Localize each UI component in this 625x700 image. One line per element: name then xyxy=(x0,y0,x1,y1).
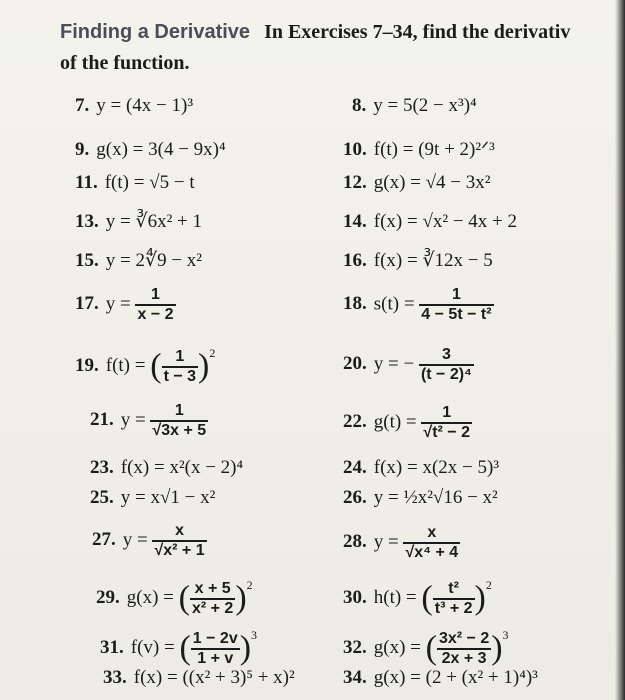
exercise-11 xyxy=(75,172,195,194)
exercise-lhs: f(t) = xyxy=(105,355,146,376)
exercise-lhs: y = xyxy=(373,531,399,553)
exercise-expression: f(x) = ((x² + 3)⁵ + x)² xyxy=(133,667,295,688)
exercise-number: 10. xyxy=(343,139,367,160)
exercise-18 xyxy=(343,286,494,324)
exercise-number: 12. xyxy=(343,172,367,193)
denominator: x − 2 xyxy=(137,306,174,323)
fraction xyxy=(419,286,493,324)
exercise-instruction-continued: of the function. xyxy=(60,52,190,74)
exercise-number: 11. xyxy=(75,172,98,193)
exercise-expression: f(x) = x(2x − 5)³ xyxy=(373,457,500,478)
section-title: Finding a Derivative xyxy=(60,21,251,43)
numerator: x + 5 xyxy=(190,580,235,600)
right-paren: ) xyxy=(235,579,247,617)
exercise-expression: y = 2∜9 − x² xyxy=(105,250,202,271)
fraction xyxy=(437,630,491,668)
exercise-number: 24. xyxy=(343,457,367,478)
exercise-number: 29. xyxy=(96,587,120,608)
exercise-lhs: y = xyxy=(120,409,146,431)
exercise-expression: g(x) = √4 − 3x² xyxy=(373,172,491,193)
exercise-lhs: h(t) = xyxy=(373,587,417,608)
exponent: 2 xyxy=(485,578,492,592)
exercise-number: 18. xyxy=(343,293,367,315)
denominator: 1 + v xyxy=(197,649,234,667)
fraction xyxy=(421,404,472,442)
denominator: t³ + 2 xyxy=(434,599,473,617)
denominator: (t − 2)⁴ xyxy=(420,366,472,383)
fraction xyxy=(162,348,198,386)
denominator: 2x + 3 xyxy=(441,649,487,667)
denominator: √3x + 5 xyxy=(152,422,207,439)
fraction xyxy=(190,580,235,618)
exercise-lhs: y = xyxy=(105,293,131,315)
numerator: 1 xyxy=(150,402,208,422)
numerator: x xyxy=(152,522,206,542)
right-paren: ) xyxy=(474,579,486,617)
fraction xyxy=(403,524,460,562)
right-paren: ) xyxy=(239,629,252,667)
left-paren: ( xyxy=(421,579,433,617)
exponent: 2 xyxy=(246,578,253,592)
numerator: 1 xyxy=(419,286,493,306)
exercise-expression: g(x) = (2 + (x² + 1)⁴)³ xyxy=(373,667,538,688)
exercise-7 xyxy=(75,95,193,117)
exercise-17 xyxy=(75,286,176,324)
exercise-number: 32. xyxy=(343,637,367,658)
exercise-25 xyxy=(90,487,215,509)
denominator: t − 3 xyxy=(163,367,197,385)
numerator: 3 xyxy=(419,346,474,366)
exercise-10 xyxy=(343,139,495,161)
exercise-lhs: f(v) = xyxy=(130,637,175,658)
exercise-number: 14. xyxy=(343,211,367,232)
numerator: 1 xyxy=(421,404,472,424)
numerator: 1 − 2v xyxy=(191,630,240,650)
exponent: 3 xyxy=(502,628,509,642)
denominator: √x² + 1 xyxy=(154,542,205,559)
exercise-31 xyxy=(100,624,257,668)
numerator: x xyxy=(403,524,460,544)
exercise-number: 26. xyxy=(343,487,367,508)
exercise-lhs: g(t) = xyxy=(373,411,417,433)
exercise-13 xyxy=(75,211,202,233)
exercise-34 xyxy=(343,667,538,689)
exercise-expression: y = ½x²√16 − x² xyxy=(373,487,498,508)
exercise-number: 7. xyxy=(75,95,90,116)
exercise-number: 27. xyxy=(92,529,116,551)
exponent: 3 xyxy=(251,628,258,642)
exercise-expression: g(x) = 3(4 − 9x)⁴ xyxy=(96,139,226,160)
exercise-lhs: g(x) = xyxy=(373,637,421,658)
denominator: √x⁴ + 4 xyxy=(405,544,459,561)
exercise-instruction: In Exercises 7–34, find the derivativ xyxy=(264,21,571,43)
left-paren: ( xyxy=(425,629,437,667)
numerator: 1 xyxy=(135,286,175,306)
fraction xyxy=(150,402,208,440)
exercise-28 xyxy=(343,524,460,562)
exercise-expression: y = x√1 − x² xyxy=(120,487,216,508)
exercise-number: 21. xyxy=(90,409,114,431)
exercise-26 xyxy=(343,487,498,509)
denominator: 4 − 5t − t² xyxy=(421,306,492,323)
denominator: √t² − 2 xyxy=(423,424,470,441)
exercise-number: 20. xyxy=(343,353,367,375)
exercise-expression: y = 5(2 − x³)⁴ xyxy=(373,95,477,116)
numerator: 1 xyxy=(162,348,198,368)
exercise-8 xyxy=(352,95,477,117)
exercise-number: 22. xyxy=(343,411,367,433)
exercise-9 xyxy=(75,139,226,161)
exercise-number: 9. xyxy=(75,139,90,160)
exponent: 2 xyxy=(209,346,216,360)
exercise-number: 16. xyxy=(343,250,367,271)
exercise-lhs: g(x) = xyxy=(126,587,174,608)
exercise-number: 31. xyxy=(100,637,124,658)
fraction xyxy=(135,286,175,324)
exercise-number: 13. xyxy=(75,211,99,232)
fraction xyxy=(152,522,206,560)
exercise-32 xyxy=(343,624,509,668)
exercise-22 xyxy=(343,404,472,442)
exercise-expression: y = (4x − 1)³ xyxy=(96,95,194,116)
exercise-19 xyxy=(75,342,215,386)
fraction xyxy=(433,580,475,618)
denominator: x² + 2 xyxy=(191,599,234,617)
exercise-number: 15. xyxy=(75,250,99,271)
exercise-16 xyxy=(343,250,493,272)
exercise-20 xyxy=(343,346,474,384)
exercise-30 xyxy=(343,574,492,618)
exercise-number: 25. xyxy=(90,487,114,508)
exercise-12 xyxy=(343,172,490,194)
exercise-14 xyxy=(343,211,517,233)
exercise-number: 19. xyxy=(75,355,99,376)
exercise-expression: f(t) = (9t + 2)²ᐟ³ xyxy=(373,139,495,160)
left-paren: ( xyxy=(179,629,191,667)
exercise-number: 23. xyxy=(90,457,114,478)
exercise-expression: f(t) = √5 − t xyxy=(104,172,195,193)
right-paren: ) xyxy=(198,347,210,385)
numerator: 3x² − 2 xyxy=(437,630,491,650)
exercise-33 xyxy=(103,667,295,689)
exercise-lhs: y = xyxy=(122,529,148,551)
exercise-27 xyxy=(92,522,207,560)
exercise-expression: f(x) = ∛12x − 5 xyxy=(373,250,493,271)
section-header xyxy=(60,20,570,45)
exercise-29 xyxy=(96,574,253,618)
exercise-number: 17. xyxy=(75,293,99,315)
exercise-expression: f(x) = x²(x − 2)⁴ xyxy=(120,457,244,478)
right-paren: ) xyxy=(491,629,503,667)
exercise-number: 28. xyxy=(343,531,367,553)
fraction xyxy=(191,630,240,668)
exercise-24 xyxy=(343,457,499,479)
exercise-lhs: y = − xyxy=(373,353,415,375)
exercise-expression: y = ∛6x² + 1 xyxy=(105,211,202,232)
page-edge-shadow xyxy=(615,0,625,700)
exercise-number: 8. xyxy=(352,95,367,116)
exercise-15 xyxy=(75,250,202,272)
numerator: t² xyxy=(433,580,475,600)
fraction xyxy=(419,346,474,384)
exercise-number: 34. xyxy=(343,667,367,688)
exercise-number: 33. xyxy=(103,667,127,688)
exercise-21 xyxy=(90,402,208,440)
exercise-23 xyxy=(90,457,243,479)
exercise-number: 30. xyxy=(343,587,367,608)
exercise-expression: f(x) = √x² − 4x + 2 xyxy=(373,211,518,232)
left-paren: ( xyxy=(150,347,162,385)
left-paren: ( xyxy=(178,579,190,617)
exercise-lhs: s(t) = xyxy=(373,293,415,315)
